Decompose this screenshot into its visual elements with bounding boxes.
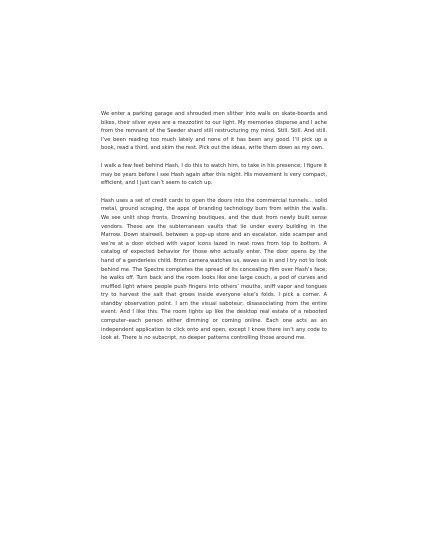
body-text xyxy=(101,110,327,352)
paragraph-2: I walk a few feet behind Hash, I do this to watch him, to take in his presence; I figure it may be years before I see Hash again after this night. His movement is very compact, efficient, and I just can’t seem to catch up. xyxy=(101,162,327,187)
paragraph-1: We enter a parking garage and shrouded men slither into walls on skate-boards and bikes, their silver eyes are a mezzotint to our light. My memories disperse and I ache from the remnant of the Seeder shard still restructuring my mind. Still. Still. And still. I’ve been reading too much lately and none of it has been any good. I’ll pick up a book, read a third, and skim the rest. Pick out the ideas, write them down as my own. xyxy=(101,111,327,152)
paragraph-3: Hash uses a set of credit cards to open the doors into the commercial tunnels... solid metal, ground scraping, the apps of branding technology burn from within the walls. We see unlit shop fronts, Drowning boutiques, and the dust from newly built sense vendors. These are the subterranean vaults that lie under every building in the Marrow. Down stairwell, between a pop-up store and an escalator, side scamper and we’re at a door etched with vapor icons lazed in neat rows from top to bottom. A catalog of expected behavior for those who actually enter. The door opens by the hand of a genderless child. 8mm camera watches us, waves us in and I try not to look behind me. The Spectre completes the spread of its concealing film over Hash’s face; he walks off. Turn back and the room looks like one large couch, a pod of curves and muffled light where people push fingers into others’ mouths, sniff vapor and tongues try to harvest the salt that grows inside everyone else’s folds. I pick a corner. A standby observation point. I am the visual saboteur, disassociating from the entire event. And I like this. The room lights up like the desktop real estate of a rebooted computer–each person either dimming or coming online. Each one acts as an independent application to click onto and open, except I know there isn’t any code to look at. There is no subscript, no deeper patterns controlling those around me. xyxy=(101,197,327,342)
